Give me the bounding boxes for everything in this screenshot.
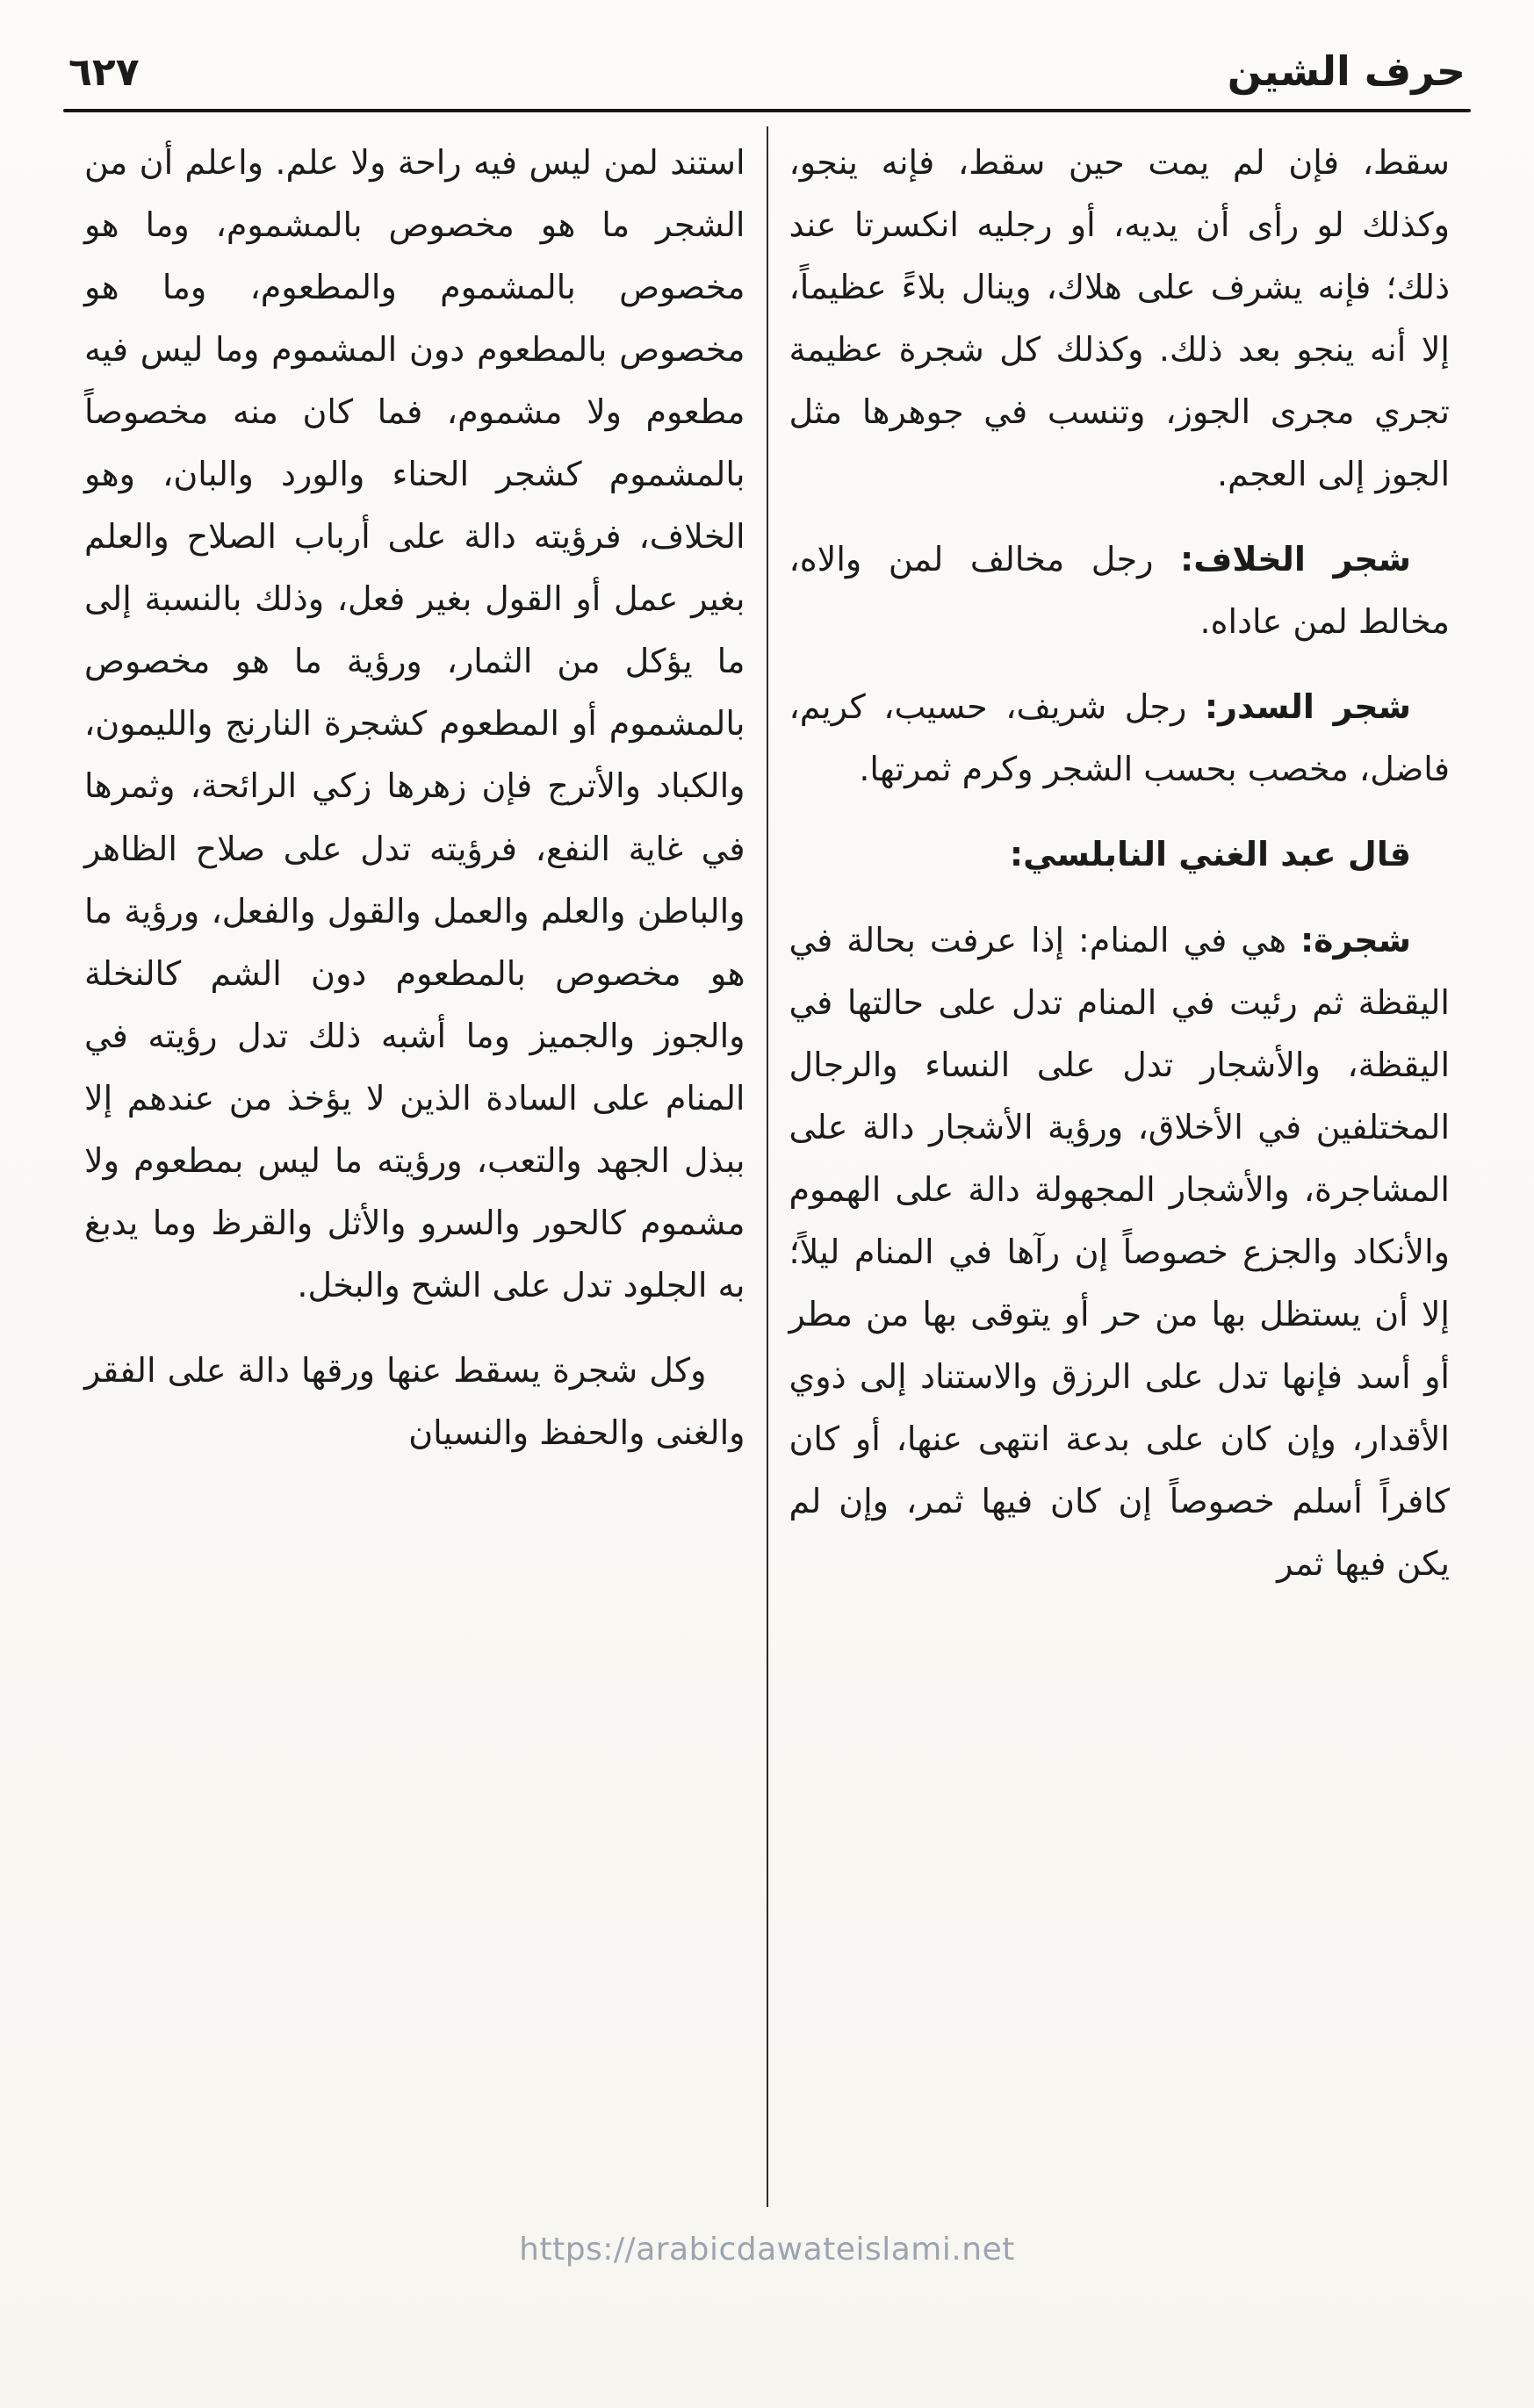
page-header xyxy=(63,47,1471,109)
paragraph xyxy=(789,132,1451,506)
right-column xyxy=(768,126,1472,2207)
paragraph-lead: قال عبد الغني النابلسي: xyxy=(1009,835,1411,874)
paragraph-text: هي في المنام: إذا عرفت بحالة في اليقظة ثم رئيت في المنام تدل على حالتها في اليقظة، والأشجار تدل على النساء والرجال المختلفين في الأخلاق، ورؤية الأشجار دالة على المشاجرة، والأشجار المجهولة دالة على الهموم والأنكاد والجزع خصوصاً إن رآها في المنام ليلاً؛ إلا أن يستظل بها من حر أو يتوقى بها من مطر أو أسد فإنها تدل على الرزق والاستناد إلى ذوي الأقدار، وإن كان على بدعة انتهى عنها، أو كان كافراً أسلم خصوصاً إن كان فيها ثمر، وإن لم يكن فيها ثمر xyxy=(789,920,1450,1583)
column-divider xyxy=(767,126,768,2207)
paragraph-text: رجل شريف، حسيب، كريم، فاضل، مخصب بحسب الشجر وكرم ثمرتها. xyxy=(789,687,1450,789)
watermark-url: https://arabicdawateislami.net xyxy=(519,2232,1015,2268)
page-number: ٦٢٧ xyxy=(68,50,140,95)
paragraph-text: استند لمن ليس فيه راحة ولا علم. واعلم أن من الشجر ما هو مخصوص بالمشموم، وما هو مخصوص بالمشموم والمطعوم، وما هو مخصوص بالمطعوم دون المشموم وما ليس فيه مطعوم ولا مشموم، فما كان منه مخصوصاً بالمشموم كشجر الحناء والورد والبان، وهو الخلاف، فرؤيته دالة على أرباب الصلاح والعلم بغير عمل أو القول بغير فعل، وذلك بالنسبة إلى ما يؤكل من الثمار، ورؤية ما هو مخصوص بالمشموم أو المطعوم كشجرة النارنج والليمون، والكباد والأترج فإن زهرها زكي الرائحة، وثمرها في غاية النفع، فرؤيته تدل على صلاح الظاهر والباطن والعلم والعمل والقول والفعل، ورؤية ما هو مخصوص بالمطعوم دون الشم كالنخلة والجوز والجميز وما أشبه ذلك تدل رؤيته في المنام على السادة الذين لا يؤخذ من عندهم إلا ببذل الجهد والتعب، ورؤيته ما ليس بمطعوم ولا مشموم كالحور والسرو والأثل والقرظ وما يدبغ به الجلود تدل على الشح والبخل. xyxy=(84,143,745,1305)
paragraph-text: وكل شجرة يسقط عنها ورقها دالة على الفقر والغنى والحفظ والنسيان xyxy=(84,1350,745,1452)
paragraph xyxy=(84,1340,745,1464)
paragraph xyxy=(84,132,745,1317)
paragraph-lead: شجرة: xyxy=(1300,920,1411,960)
paragraph xyxy=(789,676,1451,801)
paragraph xyxy=(789,528,1451,653)
paragraph-text: رجل مخالف لمن والاه، مخالط لمن عاداه. xyxy=(789,540,1450,642)
chapter-title: حرف الشين xyxy=(1227,47,1466,95)
left-column xyxy=(63,126,767,2207)
paragraph-text: سقط، فإن لم يمت حين سقط، فإنه ينجو، وكذلك لو رأى أن يديه، أو رجليه انكسرتا عند ذلك؛ فإنه يشرف على هلاك، وينال بلاءً عظيماً، إلا أنه ينجو بعد ذلك. وكذلك كل شجرة عظيمة تجري مجرى الجوز، وتنسب في جوهرها مثل الجوز إلى العجم. xyxy=(789,143,1450,494)
paragraph-lead: شجر السدر: xyxy=(1204,687,1411,727)
paragraph xyxy=(789,909,1451,1596)
paragraph-lead: شجر الخلاف: xyxy=(1180,540,1411,579)
text-columns xyxy=(63,126,1471,2207)
header-rule xyxy=(63,109,1471,112)
paragraph xyxy=(789,823,1451,886)
